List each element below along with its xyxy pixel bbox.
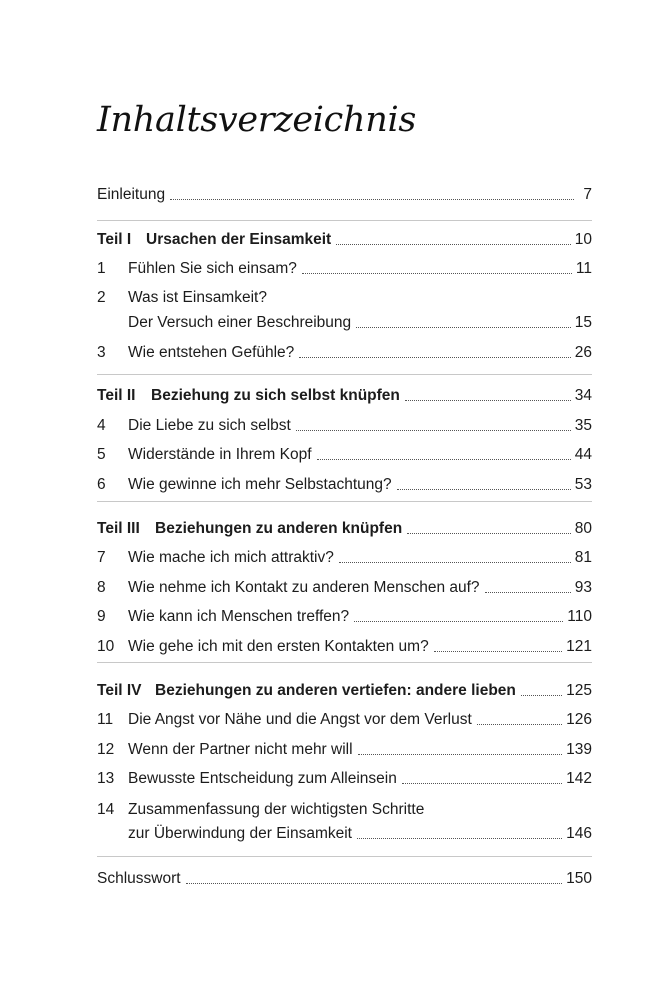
- leader-dots: [521, 695, 562, 696]
- toc-chapter-14-cont[interactable]: [97, 823, 592, 843]
- chapter-title: Wie gewinne ich mehr Selbstachtung?: [128, 476, 392, 493]
- page-number: 142: [566, 770, 592, 787]
- leader-dots: [405, 400, 571, 401]
- chapter-title: Widerstände in Ihrem Kopf: [128, 446, 312, 463]
- chapter-title-cont: Der Versuch einer Beschreibung: [128, 314, 352, 331]
- leader-dots: [485, 592, 571, 593]
- toc-entry-outro[interactable]: [97, 868, 592, 888]
- page-number: 139: [566, 741, 592, 758]
- page-number: 93: [574, 579, 592, 596]
- divider: [97, 374, 592, 375]
- toc-chapter-4[interactable]: [97, 415, 592, 435]
- chapter-title: Fühlen Sie sich einsam?: [128, 260, 297, 277]
- chapter-number: 11: [97, 711, 114, 728]
- toc-part-3[interactable]: [97, 518, 592, 538]
- leader-dots: [170, 199, 574, 200]
- leader-dots: [357, 838, 562, 839]
- toc-chapter-6[interactable]: [97, 474, 592, 494]
- toc-chapter-1[interactable]: [97, 258, 592, 278]
- page-number: 110: [567, 608, 592, 625]
- page-number: 15: [574, 314, 592, 331]
- leader-dots: [477, 724, 562, 725]
- toc-chapter-14[interactable]: [97, 799, 592, 819]
- part-title: Beziehungen zu anderen vertiefen: andere lieben: [155, 682, 516, 699]
- divider: [97, 856, 592, 857]
- chapter-number: 10: [97, 638, 115, 655]
- leader-dots: [407, 533, 571, 534]
- entry-label: Schlusswort: [97, 870, 181, 887]
- chapter-number: 5: [97, 446, 106, 463]
- page-number: 81: [574, 549, 592, 566]
- leader-dots: [317, 459, 571, 460]
- chapter-title: Wie kann ich Menschen treffen?: [128, 608, 350, 625]
- chapter-number: 3: [97, 344, 106, 361]
- leader-dots: [358, 754, 563, 755]
- part-number: Teil IV: [97, 682, 142, 699]
- page-number: 146: [566, 825, 592, 842]
- leader-dots: [434, 651, 562, 652]
- page-number: 53: [574, 476, 592, 493]
- page-number: 150: [566, 870, 592, 887]
- page-number: 26: [574, 344, 592, 361]
- toc-chapter-13[interactable]: [97, 768, 592, 788]
- leader-dots: [339, 562, 571, 563]
- toc-entry-intro[interactable]: [97, 184, 592, 204]
- toc-part-1[interactable]: [97, 229, 592, 249]
- leader-dots: [299, 357, 570, 358]
- chapter-number: 9: [97, 608, 106, 625]
- chapter-title: Wie mache ich mich attraktiv?: [128, 549, 334, 566]
- toc-chapter-9[interactable]: [97, 606, 592, 626]
- part-title: Beziehung zu sich selbst knüpfen: [151, 387, 400, 404]
- divider: [97, 501, 592, 502]
- part-number: Teil I: [97, 231, 132, 248]
- page-number: 121: [566, 638, 592, 655]
- chapter-title: Wie gehe ich mit den ersten Kontakten um?: [128, 638, 429, 655]
- page-number: 125: [566, 682, 592, 699]
- chapter-title: Wie entstehen Gefühle?: [128, 344, 295, 361]
- chapter-title-cont: zur Überwindung der Einsamkeit: [128, 825, 352, 842]
- page-number: 34: [574, 387, 592, 404]
- page-number: 11: [575, 260, 592, 277]
- chapter-title: Zusammenfassung der wichtigsten Schritte: [128, 801, 425, 818]
- page-number: 126: [566, 711, 592, 728]
- chapter-number: 6: [97, 476, 106, 493]
- toc-chapter-8[interactable]: [97, 577, 592, 597]
- page-number: 10: [574, 231, 592, 248]
- toc-chapter-10[interactable]: [97, 636, 592, 656]
- page-number: 44: [574, 446, 592, 463]
- toc-part-4[interactable]: [97, 680, 592, 700]
- chapter-number: 8: [97, 579, 106, 596]
- chapter-title: Die Angst vor Nähe und die Angst vor dem Verlust: [128, 711, 472, 728]
- chapter-number: 1: [97, 260, 106, 277]
- entry-label: Einleitung: [97, 186, 166, 203]
- chapter-number: 14: [97, 801, 115, 818]
- page-number: 80: [574, 520, 592, 537]
- toc-chapter-2[interactable]: [97, 287, 592, 307]
- part-title: Beziehungen zu anderen knüpfen: [155, 520, 403, 537]
- chapter-number: 12: [97, 741, 115, 758]
- chapter-number: 2: [97, 289, 106, 306]
- leader-dots: [356, 327, 571, 328]
- part-number: Teil III: [97, 520, 140, 537]
- page-title: Inhaltsverzeichnis: [97, 100, 416, 140]
- toc-page: [97, 0, 592, 1000]
- leader-dots: [336, 244, 571, 245]
- leader-dots: [397, 489, 571, 490]
- chapter-number: 7: [97, 549, 106, 566]
- toc-chapter-2-cont[interactable]: [97, 312, 592, 332]
- page-number: 35: [574, 417, 592, 434]
- toc-chapter-11[interactable]: [97, 709, 592, 729]
- leader-dots: [354, 621, 563, 622]
- part-number: Teil II: [97, 387, 136, 404]
- divider: [97, 220, 592, 221]
- toc-chapter-3[interactable]: [97, 342, 592, 362]
- chapter-title: Wenn der Partner nicht mehr will: [128, 741, 353, 758]
- leader-dots: [302, 273, 572, 274]
- toc-chapter-5[interactable]: [97, 444, 592, 464]
- chapter-title: Die Liebe zu sich selbst: [128, 417, 291, 434]
- leader-dots: [296, 430, 571, 431]
- page-number: 7: [583, 186, 592, 203]
- divider: [97, 662, 592, 663]
- chapter-number: 13: [97, 770, 115, 787]
- chapter-title: Was ist Einsamkeit?: [128, 289, 267, 306]
- chapter-number: 4: [97, 417, 106, 434]
- toc-chapter-12[interactable]: [97, 739, 592, 759]
- toc-chapter-7[interactable]: [97, 547, 592, 567]
- chapter-title: Bewusste Entscheidung zum Alleinsein: [128, 770, 397, 787]
- leader-dots: [186, 883, 563, 884]
- part-title: Ursachen der Einsamkeit: [146, 231, 332, 248]
- chapter-title: Wie nehme ich Kontakt zu anderen Menschen auf?: [128, 579, 480, 596]
- toc-part-2[interactable]: [97, 385, 592, 405]
- leader-dots: [402, 783, 562, 784]
